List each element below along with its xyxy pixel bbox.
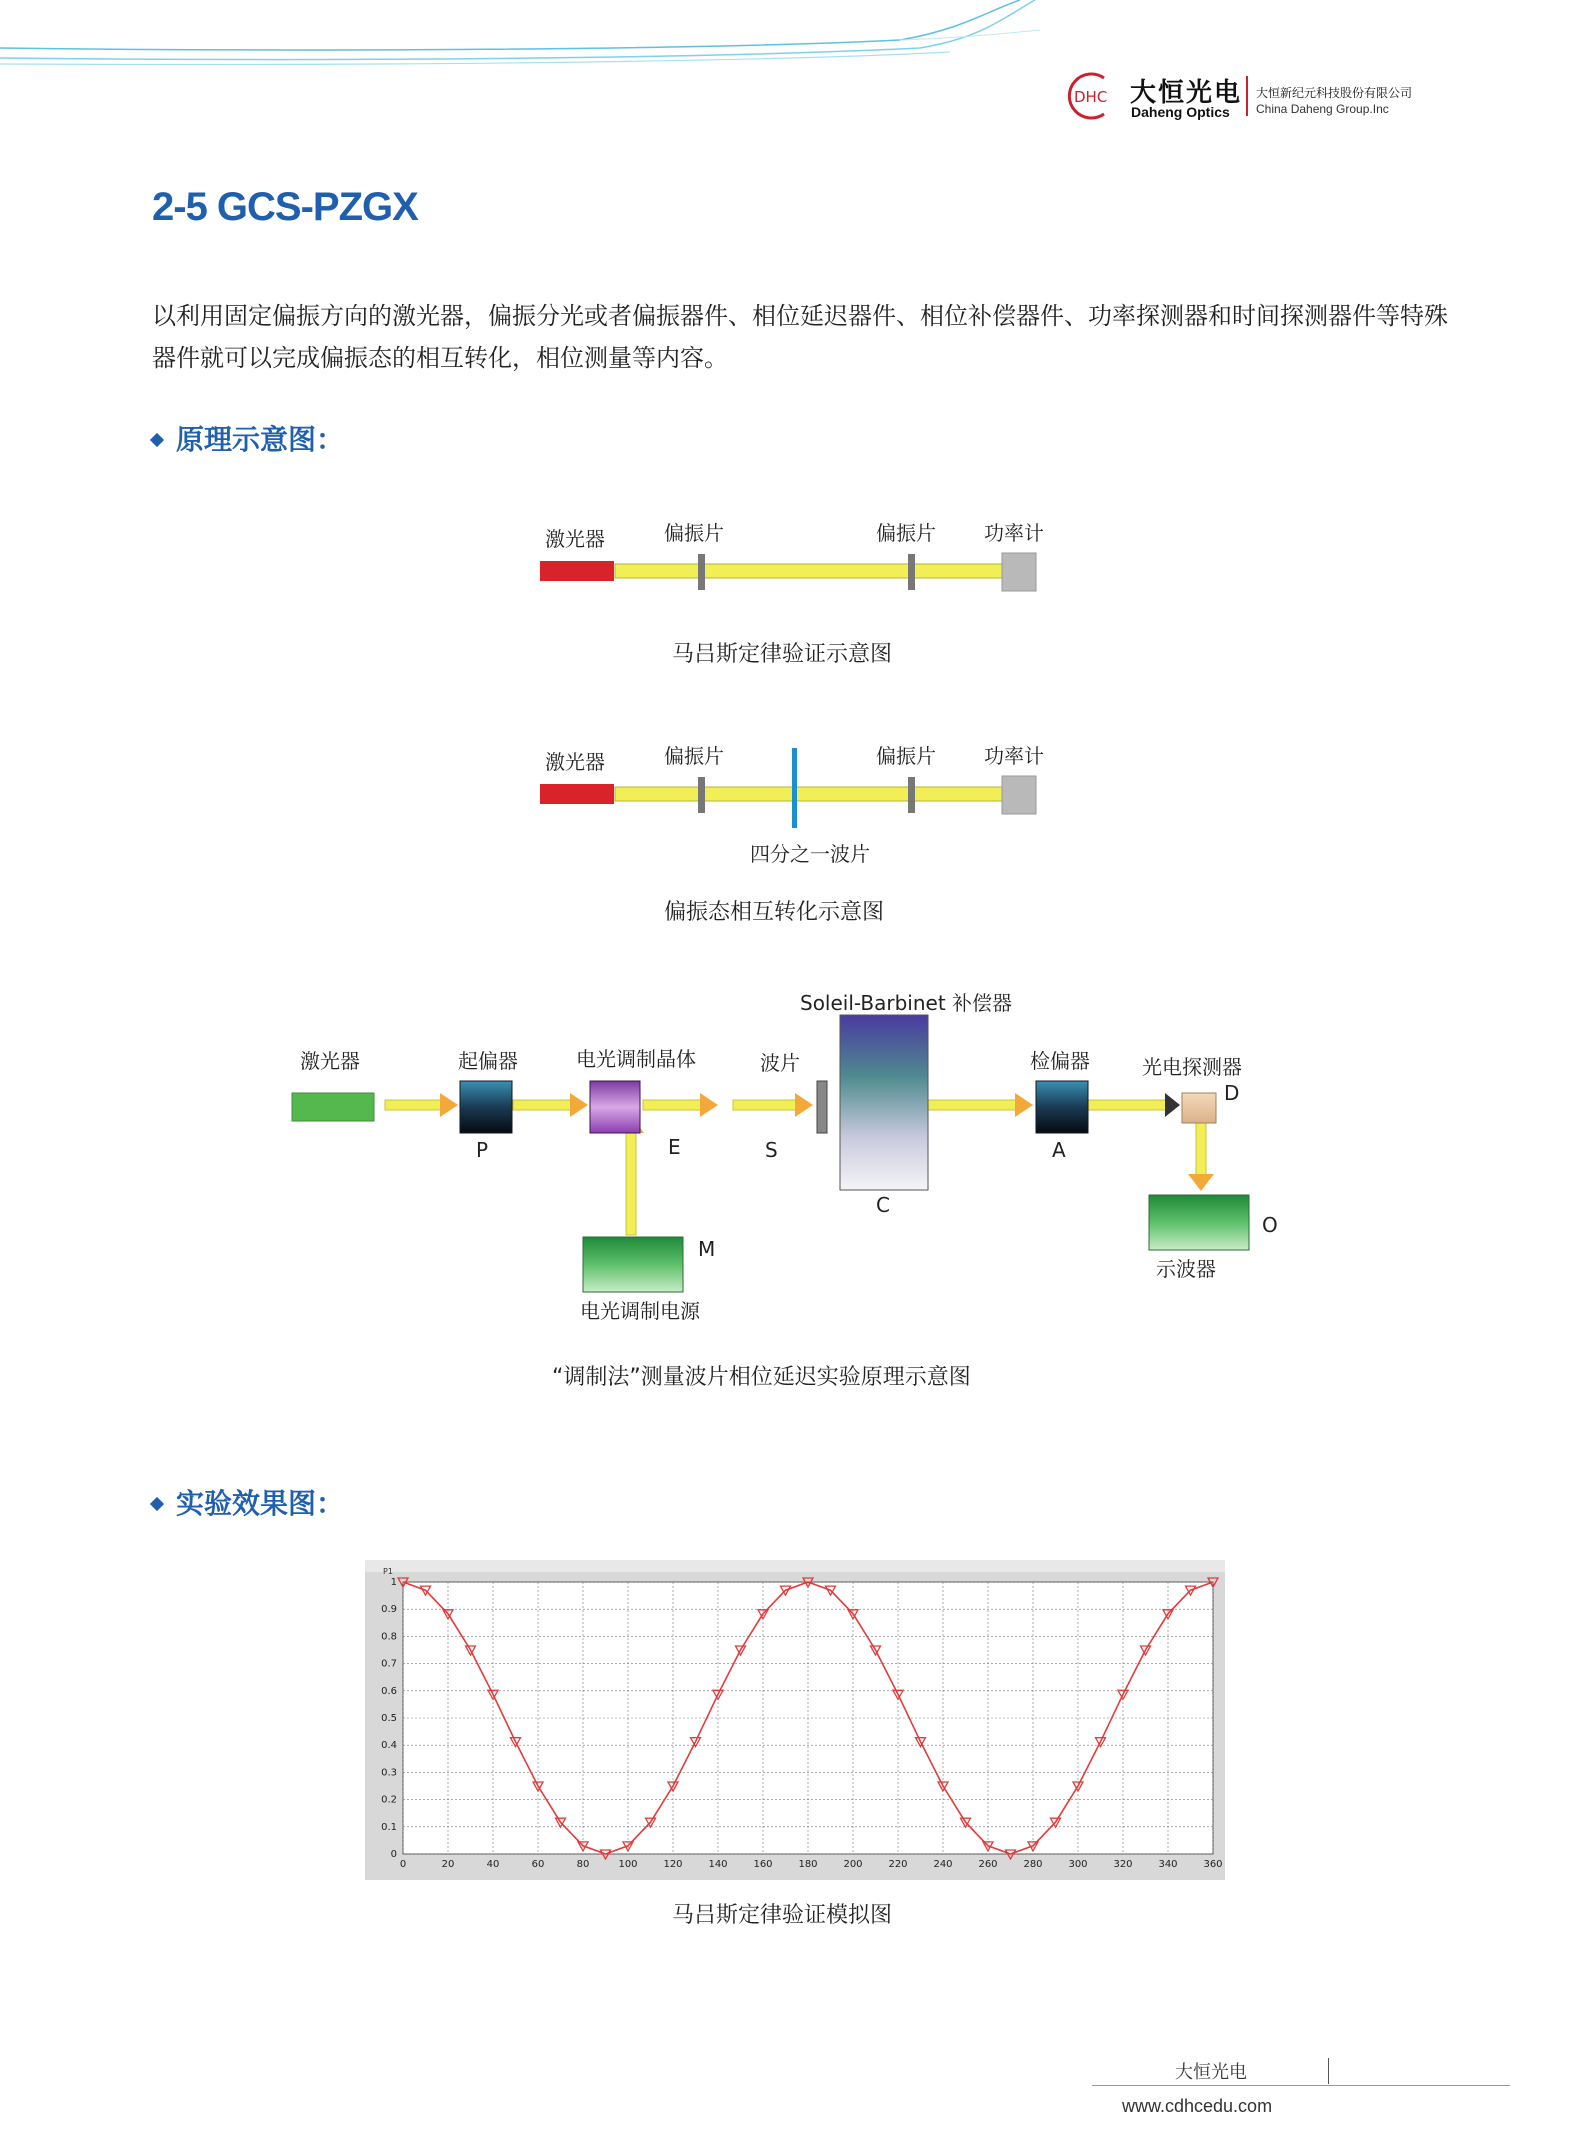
power-meter-label: 功率计 <box>984 521 1044 545</box>
polarizer-2 <box>908 777 915 813</box>
logo-separator <box>1246 76 1248 116</box>
caption-modulation-diagram: “调制法”测量波片相位延迟实验原理示意图 <box>552 1365 971 1390</box>
modulation-signal-line <box>626 1130 636 1235</box>
detector-signal-line <box>1196 1122 1206 1177</box>
quarter-wave-plate <box>792 748 797 828</box>
y-tick-label: 0.6 <box>381 1685 397 1697</box>
eo-crystal-e <box>590 1081 640 1133</box>
dhc-logo-icon <box>1060 70 1124 122</box>
chart-toolbar-strip <box>365 1560 1225 1572</box>
power-meter-label: 功率计 <box>984 744 1044 768</box>
x-tick-label: 240 <box>933 1859 953 1870</box>
polarizer-1 <box>698 554 705 590</box>
y-tick-label: 0 <box>390 1849 397 1860</box>
laser-label: 激光器 <box>300 1049 360 1073</box>
quarter-wave-plate-label: 四分之一波片 <box>750 842 870 866</box>
footer-rule <box>1092 2085 1510 2086</box>
polarizer-1-label: 偏振片 <box>664 744 724 768</box>
modulation-method-diagram <box>280 991 1320 1335</box>
photodetector-label: 光电探测器 <box>1142 1055 1242 1079</box>
beam-segment <box>385 1100 443 1110</box>
caption-conversion-diagram: 偏振态相互转化示意图 <box>664 900 885 925</box>
x-tick-label: 280 <box>1023 1859 1043 1870</box>
oscilloscope-letter: O <box>1262 1213 1278 1237</box>
y-tick-label: 0.5 <box>381 1713 397 1724</box>
laser-label: 激光器 <box>545 527 605 551</box>
power-meter <box>1002 776 1036 814</box>
footer-brand: 大恒光电 <box>1175 2062 1247 2083</box>
beam-segment <box>733 1100 798 1110</box>
beam-segment <box>513 1100 573 1110</box>
eo-crystal-label: 电光调制晶体 <box>576 1047 696 1071</box>
logo-cn: 大恒光电 <box>1130 78 1243 108</box>
polarizer-2 <box>908 554 915 590</box>
x-tick-label: 120 <box>663 1859 683 1870</box>
compensator-label: Soleil-Barbinet 补偿器 <box>800 991 1013 1015</box>
x-tick-label: 160 <box>753 1859 773 1870</box>
page-title: 2-5 GCS-PZGX <box>152 185 418 229</box>
beam-arrowhead <box>700 1093 718 1117</box>
x-tick-label: 20 <box>441 1859 455 1870</box>
caption-malus-diagram: 马吕斯定律验证示意图 <box>672 642 893 667</box>
x-tick-label: 320 <box>1113 1859 1133 1870</box>
bullet-diamond-icon <box>150 433 164 447</box>
x-tick-label: 200 <box>843 1859 863 1870</box>
legend-label: P1 <box>383 1567 393 1576</box>
beam-arrowhead <box>795 1093 813 1117</box>
analyzer-label: 检偏器 <box>1030 1049 1090 1073</box>
y-tick-label: 0.7 <box>381 1658 397 1670</box>
waveplate-s <box>817 1081 827 1133</box>
modulation-setup <box>280 995 1320 1335</box>
company-logo <box>1060 68 1460 128</box>
x-tick-label: 40 <box>486 1859 500 1870</box>
waveplate-label: 波片 <box>760 1051 800 1075</box>
section-heading-principle <box>152 418 344 458</box>
x-tick-label: 300 <box>1068 1859 1088 1870</box>
section-heading-results <box>152 1482 344 1522</box>
compensator-letter: C <box>876 1193 890 1217</box>
x-tick-label: 0 <box>399 1859 407 1870</box>
polarization-conversion-diagram <box>530 728 1070 868</box>
laser-source <box>540 561 614 581</box>
x-tick-label: 100 <box>618 1859 638 1870</box>
y-tick-label: 1 <box>390 1577 397 1588</box>
footer-url: www.cdhcedu.com <box>1122 2096 1273 2116</box>
oscilloscope-o <box>1149 1195 1249 1250</box>
y-tick-label: 0.2 <box>381 1794 397 1806</box>
photodetector-d <box>1182 1093 1216 1123</box>
polarizer-letter: P <box>476 1138 489 1162</box>
eo-crystal-letter: E <box>668 1135 681 1159</box>
logo-en: Daheng Optics <box>1131 104 1230 120</box>
analyzer-a <box>1036 1081 1088 1133</box>
company-name-en: China Daheng Group.Inc <box>1256 102 1389 116</box>
section-heading-text: 实验效果图： <box>176 1487 345 1520</box>
bullet-diamond-icon <box>150 1497 164 1511</box>
footer-separator <box>1328 2058 1329 2084</box>
y-tick-label: 0.1 <box>381 1821 397 1833</box>
polarizer-2-label: 偏振片 <box>876 744 936 768</box>
beam-segment <box>643 1100 703 1110</box>
laser-source <box>292 1093 374 1121</box>
beam-segment <box>1088 1100 1168 1110</box>
malus-diagram <box>530 505 1070 605</box>
x-tick-label: 80 <box>576 1859 590 1870</box>
x-tick-label: 140 <box>708 1859 728 1870</box>
beam-arrowhead <box>1015 1093 1033 1117</box>
section-heading-text: 原理示意图： <box>176 423 345 456</box>
laser-source <box>540 784 614 804</box>
waveplate-letter: S <box>765 1138 778 1162</box>
laser-label: 激光器 <box>545 750 605 774</box>
detector-arrowhead <box>1188 1174 1214 1191</box>
conversion-beamline <box>530 748 1070 828</box>
polarizer-2-label: 偏振片 <box>876 521 936 545</box>
x-tick-label: 220 <box>888 1859 908 1870</box>
company-name-cn: 大恒新纪元科技股份有限公司 <box>1256 86 1413 100</box>
polarizer-1-label: 偏振片 <box>664 521 724 545</box>
beam-arrowhead <box>1165 1093 1180 1117</box>
malus-simulation-chart <box>365 1560 1225 1880</box>
caption-simulation-chart: 马吕斯定律验证模拟图 <box>672 1903 893 1928</box>
x-tick-label: 60 <box>531 1859 545 1870</box>
power-meter <box>1002 553 1036 591</box>
y-tick-label: 0.3 <box>381 1767 397 1779</box>
polarizer-1 <box>698 777 705 813</box>
photodetector-letter: D <box>1224 1081 1240 1105</box>
beam-arrowhead <box>440 1093 458 1117</box>
intro-paragraph: 以利用固定偏振方向的激光器，偏振分光或者偏振器件、相位延迟器件、相位补偿器件、功率探测器和时间探测器件等特殊器件就可以完成偏振态的相互转化，相位测量等内容。 <box>152 302 1448 372</box>
power-supply-letter: M <box>698 1237 716 1261</box>
y-tick-label: 0.9 <box>381 1604 397 1616</box>
compensator-c <box>840 1015 928 1190</box>
polarizer-label: 起偏器 <box>458 1049 518 1073</box>
analyzer-letter: A <box>1052 1138 1066 1162</box>
malus-beamline <box>530 545 1070 605</box>
laser-beam <box>615 564 1005 578</box>
power-supply-label: 电光调制电源 <box>580 1299 700 1323</box>
oscilloscope-label: 示波器 <box>1156 1257 1216 1281</box>
malus-simulation-chart-panel <box>365 1560 1225 1880</box>
beam-arrowhead <box>570 1093 588 1117</box>
y-tick-label: 0.8 <box>381 1631 397 1643</box>
x-tick-label: 340 <box>1158 1859 1178 1870</box>
x-tick-label: 360 <box>1203 1859 1223 1870</box>
laser-beam <box>615 787 1005 801</box>
x-tick-label: 260 <box>978 1859 998 1870</box>
eo-power-supply-m <box>583 1237 683 1292</box>
x-tick-label: 180 <box>798 1859 818 1870</box>
logo-mark: DHC <box>1074 88 1108 106</box>
polarizer-p <box>460 1081 512 1133</box>
y-tick-label: 0.4 <box>381 1740 397 1752</box>
